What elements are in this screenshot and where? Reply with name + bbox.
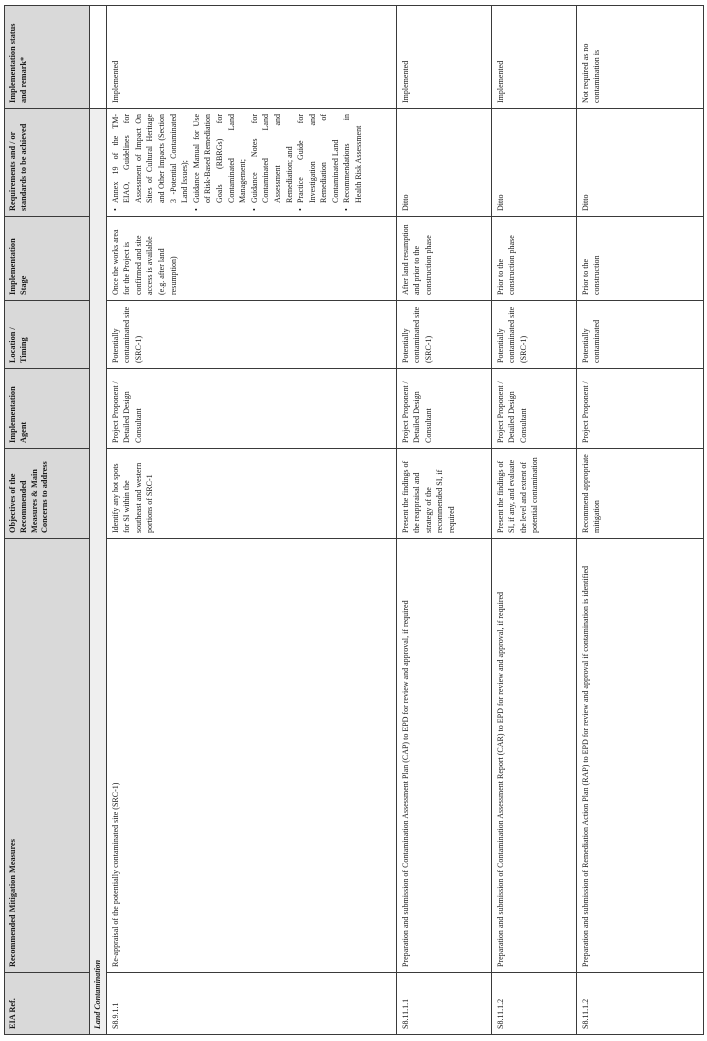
table-row [576,6,703,1035]
cell-objective: Present the findings of SI, if any, and evaluate the level and extent of potential contamination [491,449,576,539]
list-item: • Annex 19 of the TM-EIAO, Guidelines for Assessment of Impact On Sites of Cultural Heritage and Other Impacts (Section 3 -Potential Contaminated Land Issues); [110,114,191,204]
cell-status: Implemented [106,6,396,109]
header-measures: Recommended Mitigation Measures [5,539,90,973]
cell-location: Potentially contaminated site (SRC-1) [491,301,576,369]
cell-status: Implemented [491,6,576,109]
list-item: • Guidance Manual for Use of Risk-Based Remediation Goals (RBRGs) for Contaminated Land Management; [191,114,249,204]
cell-requirements: Ditto [576,109,703,217]
list-item: • Recommendations in Health Risk Assessment [341,114,364,204]
cell-agent: Project Proponent / Detailed Design Consultant [491,369,576,449]
cell-ref: S8.11.1.2 [576,973,703,1035]
mitigation-measures-table [4,5,704,1035]
cell-ref: S8.11.1.1 [396,973,491,1035]
cell-stage: Prior to the construction [576,217,703,301]
header-stage: Implementation Stage [5,217,90,301]
cell-status: Implemented [396,6,491,109]
cell-stage: Once the works area for the Project is confirmed and site access is available (e.g. after land resumption) [106,217,396,301]
header-objectives: Objectives of the Recommended Measures & Main Concerns to address [5,449,90,539]
cell-objective: Present the findings of the reappraisal and strategy of the recommended SI, if required [396,449,491,539]
header-eia-ref: EIA Ref. [5,973,90,1035]
cell-agent: Project Proponent / Detailed Design Consultant [396,369,491,449]
header-agent: Implementation Agent [5,369,90,449]
section-title: Land Contamination [90,109,107,1035]
cell-requirements: Ditto [396,109,491,217]
cell-measure: Preparation and submission of Contamination Assessment Report (CAR) to EPD for review and approval, if required [491,539,576,973]
table-row [106,6,396,1035]
cell-location: Potentially contaminated site (SRC-1) [106,301,396,369]
requirements-list [110,114,365,211]
cell-objective: Identify any hot spots for SI within the southeast and western portions of SRC-1 [106,449,396,539]
cell-requirements [106,109,396,217]
table-row [491,6,576,1035]
section-row [90,6,107,1035]
header-status: Implementation status and remark* [5,6,90,109]
cell-measure: Re-appraisal of the potentially contaminated site (SRC-1) [106,539,396,973]
cell-requirements: Ditto [491,109,576,217]
cell-agent: Project Proponent / [576,369,703,449]
cell-objective: Recommend appropriate mitigation [576,449,703,539]
cell-measure: Preparation and submission of Remediation Action Plan (RAP) to EPD for review and approval if contamination is identified [576,539,703,973]
list-item: • Practice Guide for Investigation and Remediation of Contaminated Land [295,114,341,204]
cell-status: Not required as no contamination is [576,6,703,109]
cell-location: Potentially contaminated site (SRC-1) [396,301,491,369]
cell-ref: S8.11.1.2 [491,973,576,1035]
cell-measure: Preparation and submission of Contamination Assessment Plan (CAP) to EPD for review and approval, if required [396,539,491,973]
list-item: • Guidance Notes for Contaminated Land Assessment and Remediation; and [249,114,295,204]
table-row [396,6,491,1035]
cell-ref: S8.9.1.1 [106,973,396,1035]
cell-stage: After land resumption and prior to the construction phase [396,217,491,301]
cell-agent: Project Proponent / Detailed Design Consultant [106,369,396,449]
cell-location: Potentially contaminated [576,301,703,369]
header-row [5,6,90,1035]
section-spacer [90,6,107,109]
cell-stage: Prior to the construction phase [491,217,576,301]
header-requirements: Requirements and / or standards to be achieved [5,109,90,217]
header-location: Location / Timing [5,301,90,369]
